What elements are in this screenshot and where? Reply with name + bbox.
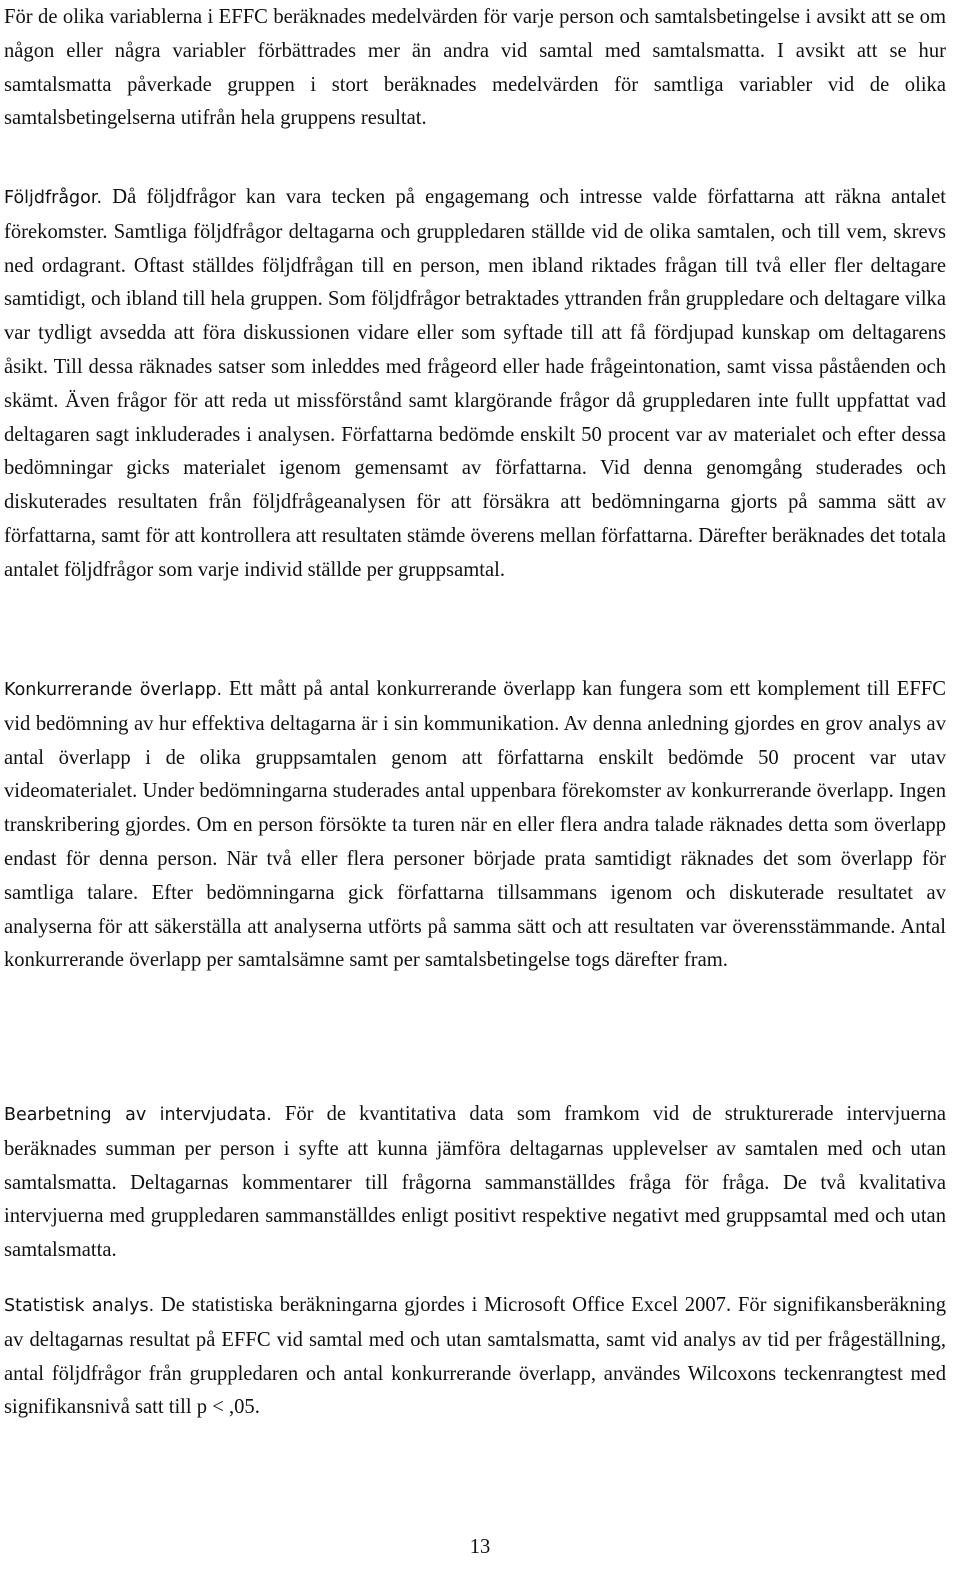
paragraph-intervjudata-text: För de kvantitativa data som framkom vid de strukturerade intervjuerna beräknades summan per person i syfte att kunna jämföra deltagarnas upplevelser av samtalen med och utan samtalsmatta. Deltagarnas kommentarer till frågorna sammanställdes fråga för fråga. De två kvalitativa intervjuerna med gruppledaren sammanställdes enligt positivt respektive negativt med gruppsamtal med och utan samtalsmatta. <box>4 1103 947 1262</box>
paragraph-intervjudata <box>4 1098 946 1268</box>
paragraph-statistik <box>4 1289 946 1425</box>
paragraph-foljdfragor-text: Då följdfrågor kan vara tecken på engagemang och intresse valde författarna att räkna antalet förekomster. Samtliga följdfrågor deltagarna och gruppledaren ställde vid de olika samtalen, och till vem, skrevs ned ordagrant. Oftast ställdes följdfrågan till en person, men ibland riktades frågan till två eller fler deltagare samtidigt, och ibland till hela gruppen. Som följdfrågor betraktades yttranden från gruppledare och deltagare vilka var tydligt avsedda att föra diskussionen vidare eller som syftade till att få fördjupad kunskap om deltagarens åsikt. Till dessa räknades satser som inleddes med frågeord eller hade frågeintonation, samt vissa påståenden och skämt. Även frågor för att reda ut missförstånd samt klargörande frågor då gruppledaren inte fullt uppfattat vad deltagaren sagt inkluderades i analysen. Författarna bedömde enskilt 50 procent var av materialet och efter dessa bedömningar gicks materialet igenom gemensamt av författarna. Vid denna genomgång studerades och diskuterades resultaten från följdfrågeanalysen för att försäkra att bedömningarna gjorts på samma sätt av författarna, samt för att kontrollera att resultaten stämde överens mellan författarna. Därefter beräknades det totala antalet följdfrågor som varje individ ställde per gruppsamtal. <box>4 186 946 581</box>
paragraph-overlapp <box>4 673 946 978</box>
section-heading-statistik: Statistisk analys. <box>4 1296 155 1316</box>
paragraph-intro <box>4 1 946 136</box>
paragraph-foljdfragor <box>4 181 946 588</box>
paragraph-statistik-text: De statistiska beräkningarna gjordes i Microsoft Office Excel 2007. För signifikansberäkning av deltagarnas resultat på EFFC vid samtal med och utan samtalsmatta, samt vid analys av tid per frågeställning, antal följdfrågor från gruppledaren och antal konkurrerande överlapp, användes Wilcoxons teckenrangtest med signifikansnivå satt till p < ,05. <box>4 1294 946 1419</box>
paragraph-overlapp-text: Ett mått på antal konkurrerande överlapp kan fungera som ett komplement till EFFC vid bedömning av hur effektiva deltagarna är i sin kommunikation. Av denna anledning gjordes en grov analys av antal överlapp i de olika gruppsamtalen genom att författarna enskilt bedömde 50 procent var utav videomaterialet. Under bedömningarna studerades antal uppenbara förekomster av konkurrerande överlapp. Ingen transkribering gjordes. Om en person försökte ta turen när en eller flera andra talade räknades detta som överlapp endast för denna person. När två eller flera personer började prata samtidigt räknades det som överlapp för samtliga talare. Efter bedömningarna gick författarna tillsammans igenom och diskuterade resultatet av analyserna för att säkerställa att analyserna utförts på samma sätt och att resultaten var överensstämmande. Antal konkurrerande överlapp per samtalsämne samt per samtalsbetingelse togs därefter fram. <box>4 678 946 972</box>
section-heading-intervjudata: Bearbetning av intervjudata. <box>4 1105 272 1125</box>
paragraph-intro-text: För de olika variablerna i EFFC beräknades medelvärden för varje person och samtalsbetingelse i avsikt att se om någon eller några variabler förbättrades mer än andra vid samtal med samtalsmatta. I avsikt att se hur samtalsmatta påverkade gruppen i stort beräknades medelvärden för samtliga variabler vid de olika samtalsbetingelserna utifrån hela gruppens resultat. <box>4 6 946 130</box>
section-heading-foljdfragor: Följdfrågor. <box>4 188 103 208</box>
page-number: 13 <box>469 1536 491 1558</box>
section-heading-overlapp: Konkurrerande överlapp. <box>4 680 223 700</box>
